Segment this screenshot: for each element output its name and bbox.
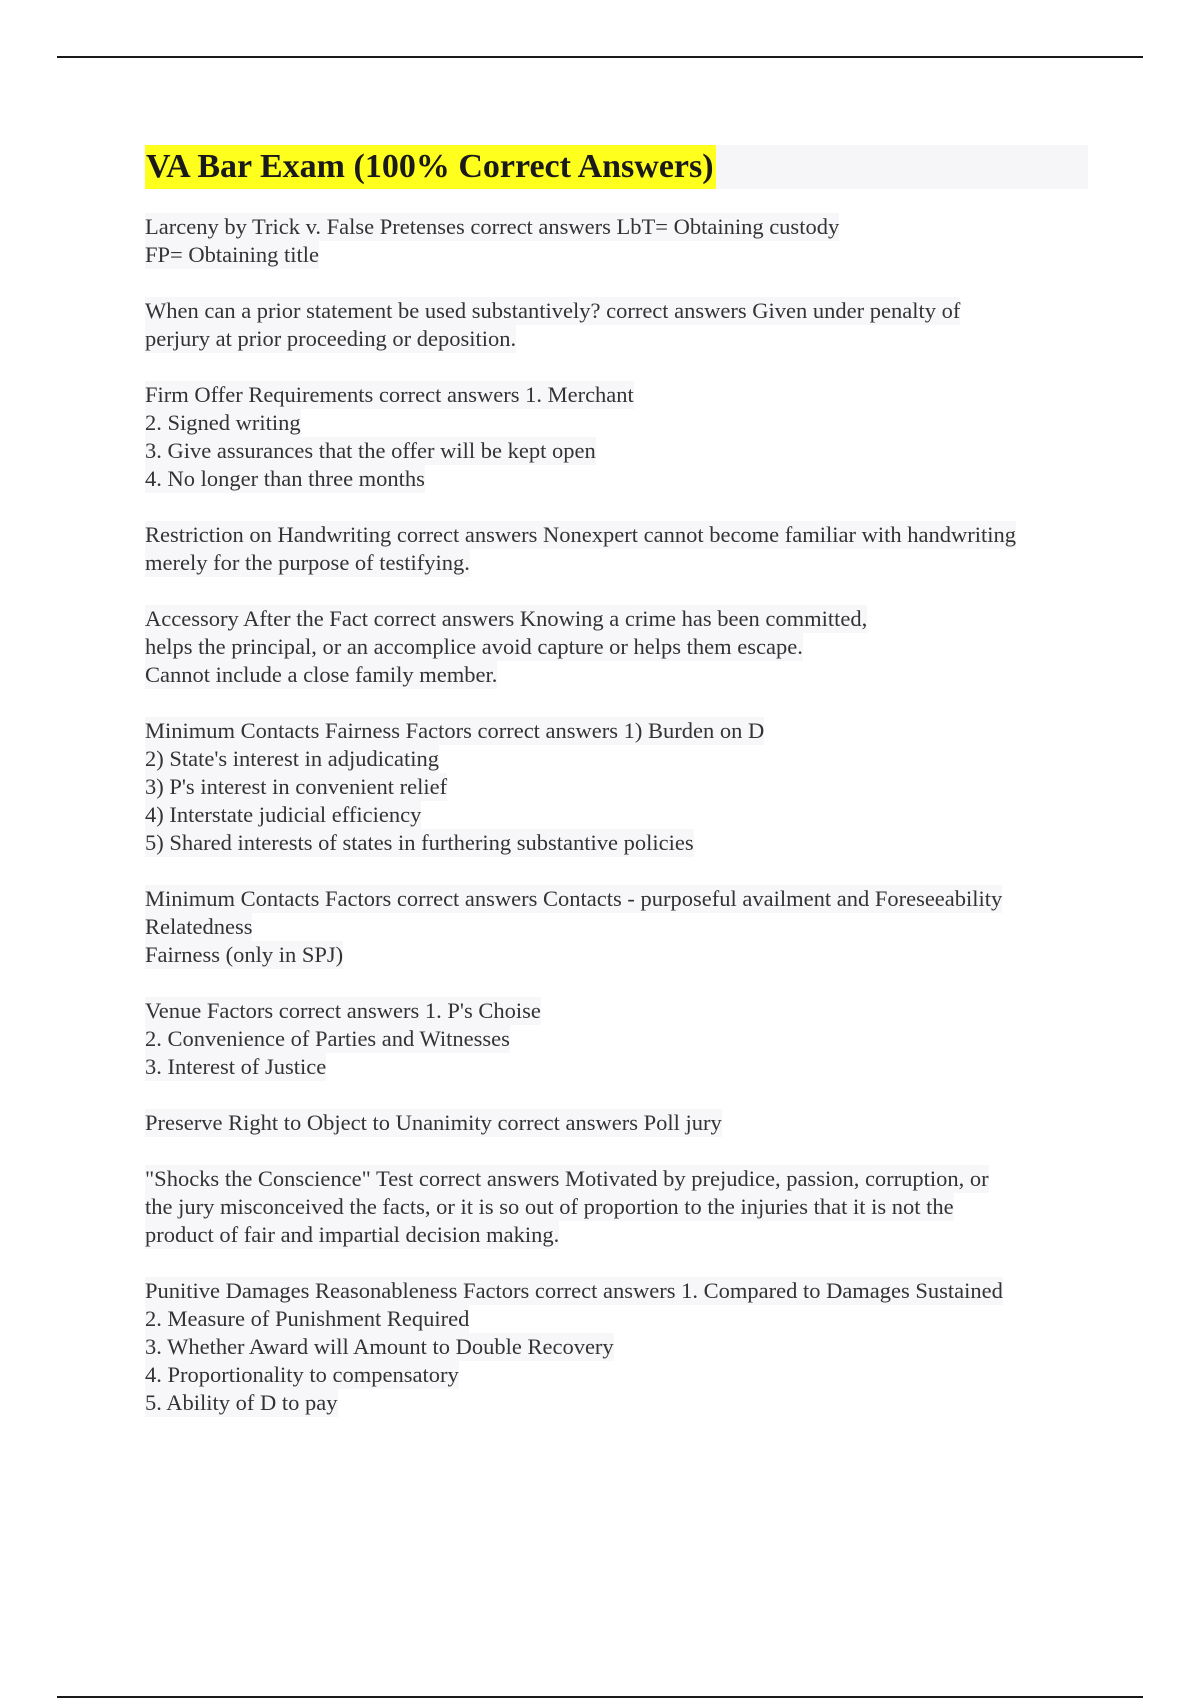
qa-line: Accessory After the Fact correct answers Knowing a crime has been committed, — [145, 606, 868, 631]
qa-line: 2. Measure of Punishment Required — [145, 1306, 470, 1331]
qa-line: helps the principal, or an accomplice avoid capture or helps them escape. — [145, 634, 803, 659]
qa-entry — [145, 997, 1088, 1081]
title-row — [145, 145, 1088, 189]
qa-line: product of fair and impartial decision making. — [145, 1222, 560, 1247]
qa-line: Relatedness — [145, 914, 253, 939]
qa-line: the jury misconceived the facts, or it is so out of proportion to the injuries that it is not the — [145, 1194, 954, 1219]
qa-entry — [145, 885, 1088, 969]
document-title: VA Bar Exam (100% Correct Answers) — [145, 145, 716, 189]
qa-line: merely for the purpose of testifying. — [145, 550, 470, 575]
qa-line: 2. Convenience of Parties and Witnesses — [145, 1026, 510, 1051]
qa-line: Firm Offer Requirements correct answers 1. Merchant — [145, 382, 634, 407]
qa-line: Minimum Contacts Factors correct answers Contacts - purposeful availment and Foreseeability — [145, 886, 1003, 911]
qa-line: 3. Give assurances that the offer will be kept open — [145, 438, 596, 463]
qa-entry — [145, 717, 1088, 857]
qa-line: Punitive Damages Reasonableness Factors correct answers 1. Compared to Damages Sustained — [145, 1278, 1003, 1303]
qa-line: "Shocks the Conscience" Test correct answers Motivated by prejudice, passion, corruption, or — [145, 1166, 989, 1191]
qa-line: 3) P's interest in convenient relief — [145, 774, 448, 799]
qa-line: When can a prior statement be used substantively? correct answers Given under penalty of — [145, 298, 961, 323]
qa-line: FP= Obtaining title — [145, 242, 319, 267]
qa-line: perjury at prior proceeding or deposition. — [145, 326, 517, 351]
qa-entry — [145, 213, 1088, 269]
qa-entry — [145, 1277, 1088, 1417]
qa-entry — [145, 1109, 1088, 1137]
qa-line: Venue Factors correct answers 1. P's Choise — [145, 998, 541, 1023]
qa-line: 2) State's interest in adjudicating — [145, 746, 439, 771]
qa-entry — [145, 521, 1088, 577]
qa-line: 2. Signed writing — [145, 410, 301, 435]
qa-line: Minimum Contacts Fairness Factors correct answers 1) Burden on D — [145, 718, 765, 743]
qa-entry — [145, 381, 1088, 493]
qa-line: 5. Ability of D to pay — [145, 1390, 338, 1415]
footer-rule — [57, 1696, 1143, 1698]
document-body — [145, 145, 1088, 1445]
header-rule — [57, 56, 1143, 58]
qa-entry — [145, 1165, 1088, 1249]
qa-entry — [145, 297, 1088, 353]
qa-line: Larceny by Trick v. False Pretenses correct answers LbT= Obtaining custody — [145, 214, 840, 239]
qa-line: Preserve Right to Object to Unanimity correct answers Poll jury — [145, 1110, 722, 1135]
qa-line: 4. Proportionality to compensatory — [145, 1362, 459, 1387]
qa-line: 3. Whether Award will Amount to Double Recovery — [145, 1334, 614, 1359]
qa-entry — [145, 605, 1088, 689]
qa-line: Restriction on Handwriting correct answers Nonexpert cannot become familiar with handwriting — [145, 522, 1016, 547]
qa-line: 3. Interest of Justice — [145, 1054, 327, 1079]
qa-line: Cannot include a close family member. — [145, 662, 498, 687]
qa-line: 4) Interstate judicial efficiency — [145, 802, 422, 827]
qa-line: 4. No longer than three months — [145, 466, 425, 491]
qa-line: 5) Shared interests of states in furthering substantive policies — [145, 830, 694, 855]
qa-line: Fairness (only in SPJ) — [145, 942, 344, 967]
